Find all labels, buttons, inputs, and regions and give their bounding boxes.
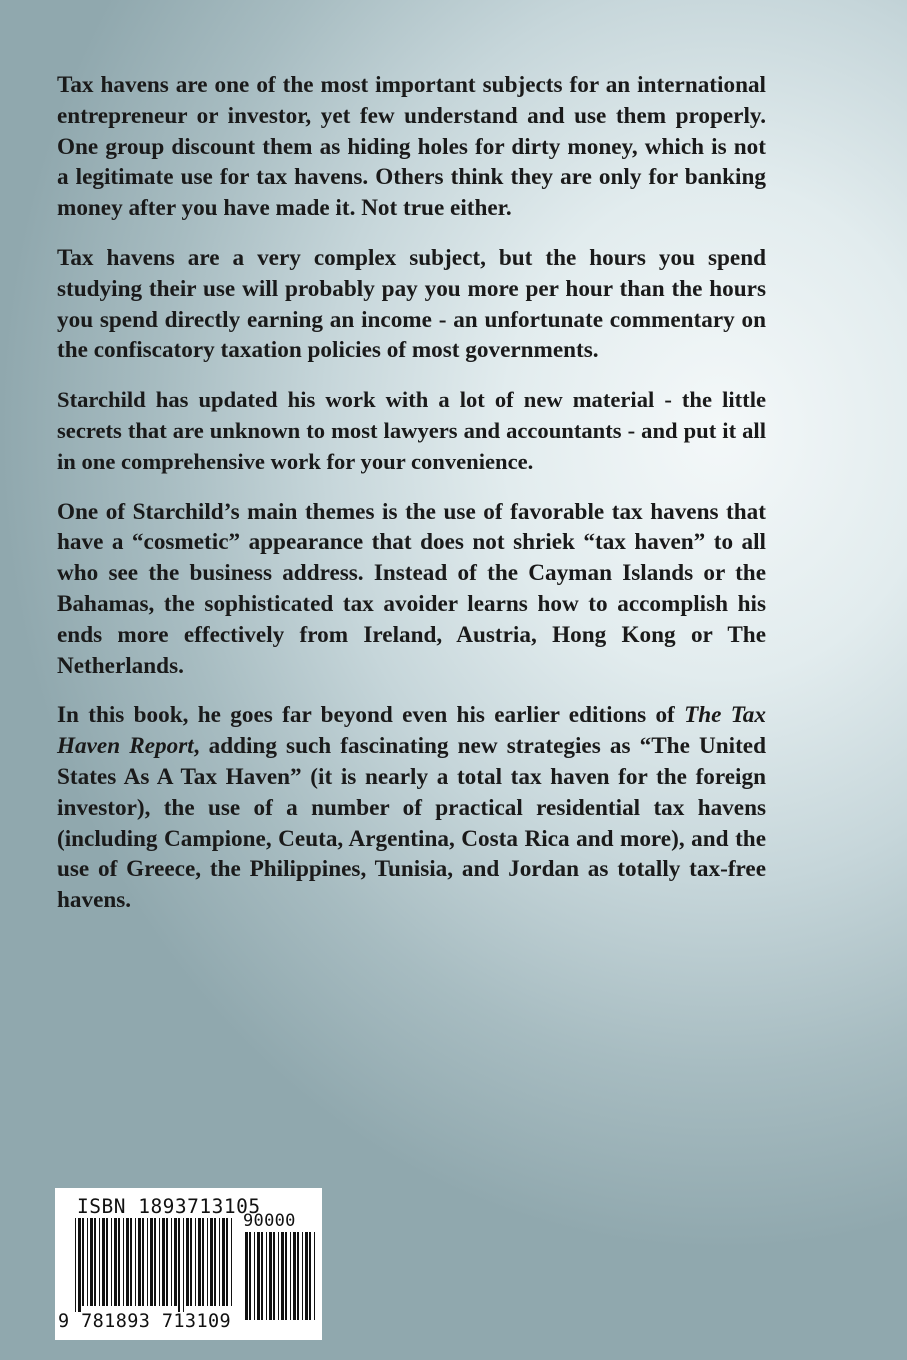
barcode-bar: [226, 1218, 228, 1306]
barcode-bar: [202, 1218, 204, 1306]
barcode-bar: [249, 1232, 251, 1320]
barcode-bar: [207, 1218, 208, 1306]
isbn-label: ISBN 1893713105: [77, 1195, 261, 1218]
barcode-bar: [269, 1232, 272, 1320]
barcode-bar: [130, 1218, 132, 1306]
barcode-bar: [278, 1232, 279, 1320]
barcode-bar: [114, 1218, 117, 1306]
barcode-bar: [198, 1218, 201, 1306]
barcode-bar: [281, 1232, 284, 1320]
barcode-bar: [154, 1218, 156, 1306]
barcode-bar: [305, 1232, 308, 1320]
barcode-bar: [190, 1218, 192, 1306]
barcode-bar: [135, 1218, 136, 1306]
barcode-bar: [302, 1232, 303, 1320]
addon-bars: [245, 1232, 315, 1320]
ean-number: 9 781893 713109: [58, 1311, 232, 1332]
back-cover-blurb: [57, 70, 766, 935]
barcode-bar: [123, 1218, 124, 1306]
blurb-paragraph-1: Tax havens are one of the most important subjects for an international entrepreneur or investor, yet few understand and use them properly. One group discount them as hiding holes for dirty money, which is not a legitimate use for tax havens. Others think they are only for banking money after you have made it. Not true either.: [57, 72, 766, 222]
ean-bars: [75, 1218, 232, 1312]
blurb-paragraph-4: One of Starchild’s main themes is the use of favorable tax havens that have a “cosmetic” appearance that does not shriek “tax haven” to all who see the business address. Instead of the Cayman Islands or the Bahamas, the sophisticated tax avoider learns how to accomplish his ends more effectively from Ireland, Austria, Hong Kong or The Netherlands.: [57, 498, 766, 679]
barcode-bar: [174, 1218, 177, 1306]
barcode-bar: [314, 1232, 315, 1320]
barcode-bar: [78, 1218, 81, 1312]
barcode-bar: [102, 1218, 105, 1306]
barcode-bar: [293, 1232, 296, 1320]
barcode-bar: [138, 1218, 141, 1306]
barcode-bar: [150, 1218, 153, 1306]
barcode-bar: [261, 1232, 263, 1320]
barcode-bar: [94, 1218, 96, 1306]
barcode-bar: [195, 1218, 196, 1306]
barcode-bar: [273, 1232, 275, 1320]
barcode-bar: [285, 1232, 287, 1320]
barcode-bar: [118, 1218, 120, 1306]
barcode-bar: [162, 1218, 165, 1306]
barcode-bar: [210, 1218, 213, 1306]
barcode-bar: [111, 1218, 112, 1306]
barcode-addon-number: 90000: [243, 1211, 296, 1231]
barcode-bar: [90, 1218, 93, 1306]
barcode-bar: [297, 1232, 299, 1320]
barcode-bar: [245, 1232, 248, 1320]
blurb-paragraph-3: Starchild has updated his work with a lot of new material - the little secrets that are unknown to most lawyers and accountants - and put it all in one comprehensive work for your convenience.: [57, 387, 766, 474]
barcode-bar: [219, 1218, 220, 1306]
barcode-bar: [82, 1218, 84, 1306]
barcode-bar: [178, 1218, 180, 1312]
barcode-bar: [309, 1232, 311, 1320]
barcode-bar: [186, 1218, 189, 1306]
barcode-bar: [254, 1232, 255, 1320]
paragraph-5-lead: In this book, he goes far beyond even his earlier editions of: [57, 702, 685, 729]
isbn-barcode: [55, 1188, 322, 1340]
barcode-bar: [75, 1218, 76, 1312]
blurb-paragraph-5: [57, 700, 766, 916]
barcode-bar: [147, 1218, 148, 1306]
barcode-bar: [290, 1232, 291, 1320]
blurb-paragraph-2: Tax havens are a very complex subject, but the hours you spend studying their use will probably pay you more per hour than the hours you spend directly earning an income - an unfortunate commentary on the confiscatory taxation policies of most governments.: [57, 244, 766, 364]
barcode-bar: [159, 1218, 160, 1306]
barcode-bar: [142, 1218, 144, 1306]
barcode-bar: [87, 1218, 88, 1306]
barcode-bar: [257, 1232, 260, 1320]
barcode-bar: [231, 1218, 232, 1306]
paragraph-5-rest: , adding such fascinating new strategies as “The United States As A Tax Haven” (it is nearly a total tax haven for the foreign investor), the use of a number of practical residential tax havens (including Campione, Ceuta, Argentina, Costa Rica and more), and the use of Greece, the Philippines, Tunisia, and Jordan as totally tax-free havens.: [57, 733, 766, 914]
barcode-bar: [166, 1218, 168, 1306]
book-title-italic: The Tax Haven Report: [57, 702, 766, 760]
barcode-bar: [126, 1218, 129, 1306]
barcode-bar: [171, 1218, 172, 1306]
barcode-bar: [183, 1218, 184, 1312]
barcode-bar: [214, 1218, 216, 1306]
barcode-bar: [99, 1218, 100, 1306]
barcode-bar: [106, 1218, 108, 1306]
barcode-bar: [266, 1232, 267, 1320]
barcode-bar: [222, 1218, 225, 1306]
